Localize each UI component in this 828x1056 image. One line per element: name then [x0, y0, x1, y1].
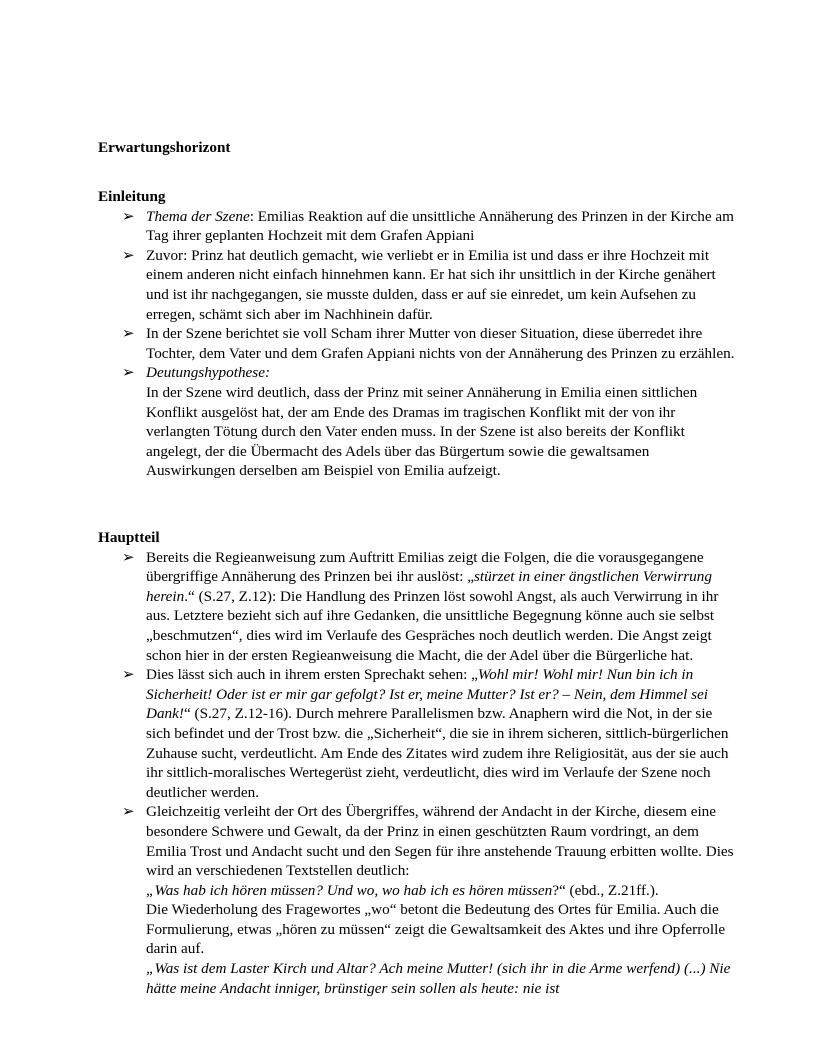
hauptteil-item-sprechakt: [98, 665, 738, 802]
section-hauptteil: [98, 528, 738, 998]
ort-quote2: „Was ist dem Laster Kirch und Altar? Ach meine Mutter! (sich ihr in die Arme werfend) (...) Nie hätte meine Andacht inniger, brünstiger sein sollen als heute: nie ist: [146, 960, 731, 997]
bullet-arrow-icon: ➢: [122, 364, 135, 382]
regieanweisung-quote: stürzet in einer ängstlichen Verwirrung herein: [146, 568, 712, 605]
bullet-arrow-icon: ➢: [122, 666, 135, 684]
hauptteil-item-regieanweisung: [98, 548, 738, 666]
hauptteil-item-ort: [98, 802, 738, 998]
einleitung-item-thema-text: [146, 207, 738, 246]
label-thema: Thema der Szene: [146, 207, 250, 225]
label-deutungshypothese: Deutungshypothese:: [146, 364, 270, 382]
ort-quote1-end: ?“ (ebd., Z.21ff.).: [552, 881, 659, 899]
heading-hauptteil: Hauptteil: [98, 529, 160, 546]
ort-quote1-line: [146, 881, 738, 901]
sprechakt-quote: Wohl mir! Wohl mir! Nun bin ich in Sicherheit! Oder ist er mir gar gefolgt? Ist er, meine Mutter? Ist er? – Nein, dem Himmel sei Dank!: [146, 666, 708, 723]
einleitung-item-deutungshypothese: [98, 363, 738, 481]
bullet-arrow-icon: ➢: [122, 803, 135, 821]
bullet-arrow-icon: ➢: [122, 246, 135, 264]
einleitung-item-zuvor: [98, 246, 738, 324]
heading-einleitung: Einleitung: [98, 188, 166, 205]
ort-text-a: Gleichzeitig verleiht der Ort des Übergriffes, während der Andacht in der Kirche, diesem eine besondere Schwere und Gewalt, da der Prinz in einen geschützten Raum vordringt, an dem Emilia Trost und Andacht sucht und den Segen für ihre anstehende Trauung erbitten wollte. Dies wird an verschiedenen Textstellen deutlich:: [146, 803, 734, 880]
regieanweisung-text-b: .“ (S.27, Z.12): Die Handlung des Prinzen löst sowohl Angst, als auch Verwirrung in ihr aus. Letztere bezieht sich auf ihre Gedanken, die unsittliche Begegnung könne auch sie selbst „beschmutzen“, dies wird im Verlaufe des Gespräches noch deutlich werden. Die Angst zeigt schon hier in der ersten Regieanweisung die Macht, die der Adel über die Bürgerliche hat.: [146, 587, 719, 664]
einleitung-item-thema: [98, 207, 738, 246]
ort-text-b: Die Wiederholung des Fragewortes „wo“ betont die Bedeutung des Ortes für Emilia. Auch die Formulierung, etwas „hören zu müssen“ zeigt die Gewaltsamkeit des Aktes und ihre Opferrolle darin auf.: [146, 901, 726, 958]
einleitung-item-szene: [98, 324, 738, 363]
bullet-arrow-icon: ➢: [122, 325, 135, 343]
deutungshypothese-text: In der Szene wird deutlich, dass der Prinz mit seiner Annäherung in Emilia einen sittlichen Konflikt ausgelöst hat, der am Ende des Dramas im tragischen Konflikt mit der von ihr verlangten Tötung durch den Vater enden muss. In der Szene ist also bereits der Konflikt angelegt, der die Übermacht des Adels über das Bürgertum sowie die gewaltsamen Auswirkungen derselben am Beispiel von Emilia aufzeigt.: [146, 383, 698, 480]
section-einleitung: [98, 187, 738, 481]
sprechakt-text-b: “ (S.27, Z.12-16). Durch mehrere Parallelismen bzw. Anaphern wird die Not, in der sie sich befindet und der Trost bzw. die „Sicherheit“, die sie in ihrem sicheren, sittlich-bürgerlichen Zuhause sucht, verdeutlicht. Am Ende des Zitates wird zudem ihre Religiosität, aus der sie auch ihr sittlich-moralisches Wertegerüst zieht, verdeutlicht, dies wird im Verlaufe der Szene noch deutlicher werden.: [146, 705, 729, 801]
thema-text: : Emilias Reaktion auf die unsittliche Annäherung des Prinzen in der Kirche am Tag ihrer geplanten Hochzeit mit dem Grafen Appiani: [146, 207, 734, 245]
regieanweisung-paragraph: [146, 548, 738, 666]
bullet-arrow-icon: ➢: [122, 548, 135, 566]
sprechakt-paragraph: [146, 665, 738, 802]
ort-quote1: „Was hab ich hören müssen? Und wo, wo hab ich es hören müssen: [146, 881, 553, 899]
sprechakt-text-a: Dies lässt sich auch in ihrem ersten Sprechakt sehen: „: [146, 666, 478, 684]
bullet-arrow-icon: ➢: [122, 207, 135, 225]
document-title: Erwartungshorizont: [98, 139, 231, 156]
szene-text: In der Szene berichtet sie voll Scham ihrer Mutter von dieser Situation, diese überredet ihre Tochter, dem Vater und dem Grafen Appiani nichts von der Annäherung des Prinzen zu erzählen.: [146, 325, 735, 362]
zuvor-text: Zuvor: Prinz hat deutlich gemacht, wie verliebt er in Emilia ist und dass er ihre Hochzeit mit einem anderen nicht einfach hinnehmen kann. Er hat sich ihr unsittlich in der Kirche genähert und ist ihr nachgegangen, sie musste dulden, dass er auf sie einredet, um kein Aufsehen zu erregen, schämt sich aber im Nachhinein dafür.: [146, 246, 716, 323]
regieanweisung-text-a: Bereits die Regieanweisung zum Auftritt Emilias zeigt die Folgen, die die vorausgegangene übergriffige Annäherung des Prinzen bei ihr auslöst: „: [146, 548, 704, 586]
